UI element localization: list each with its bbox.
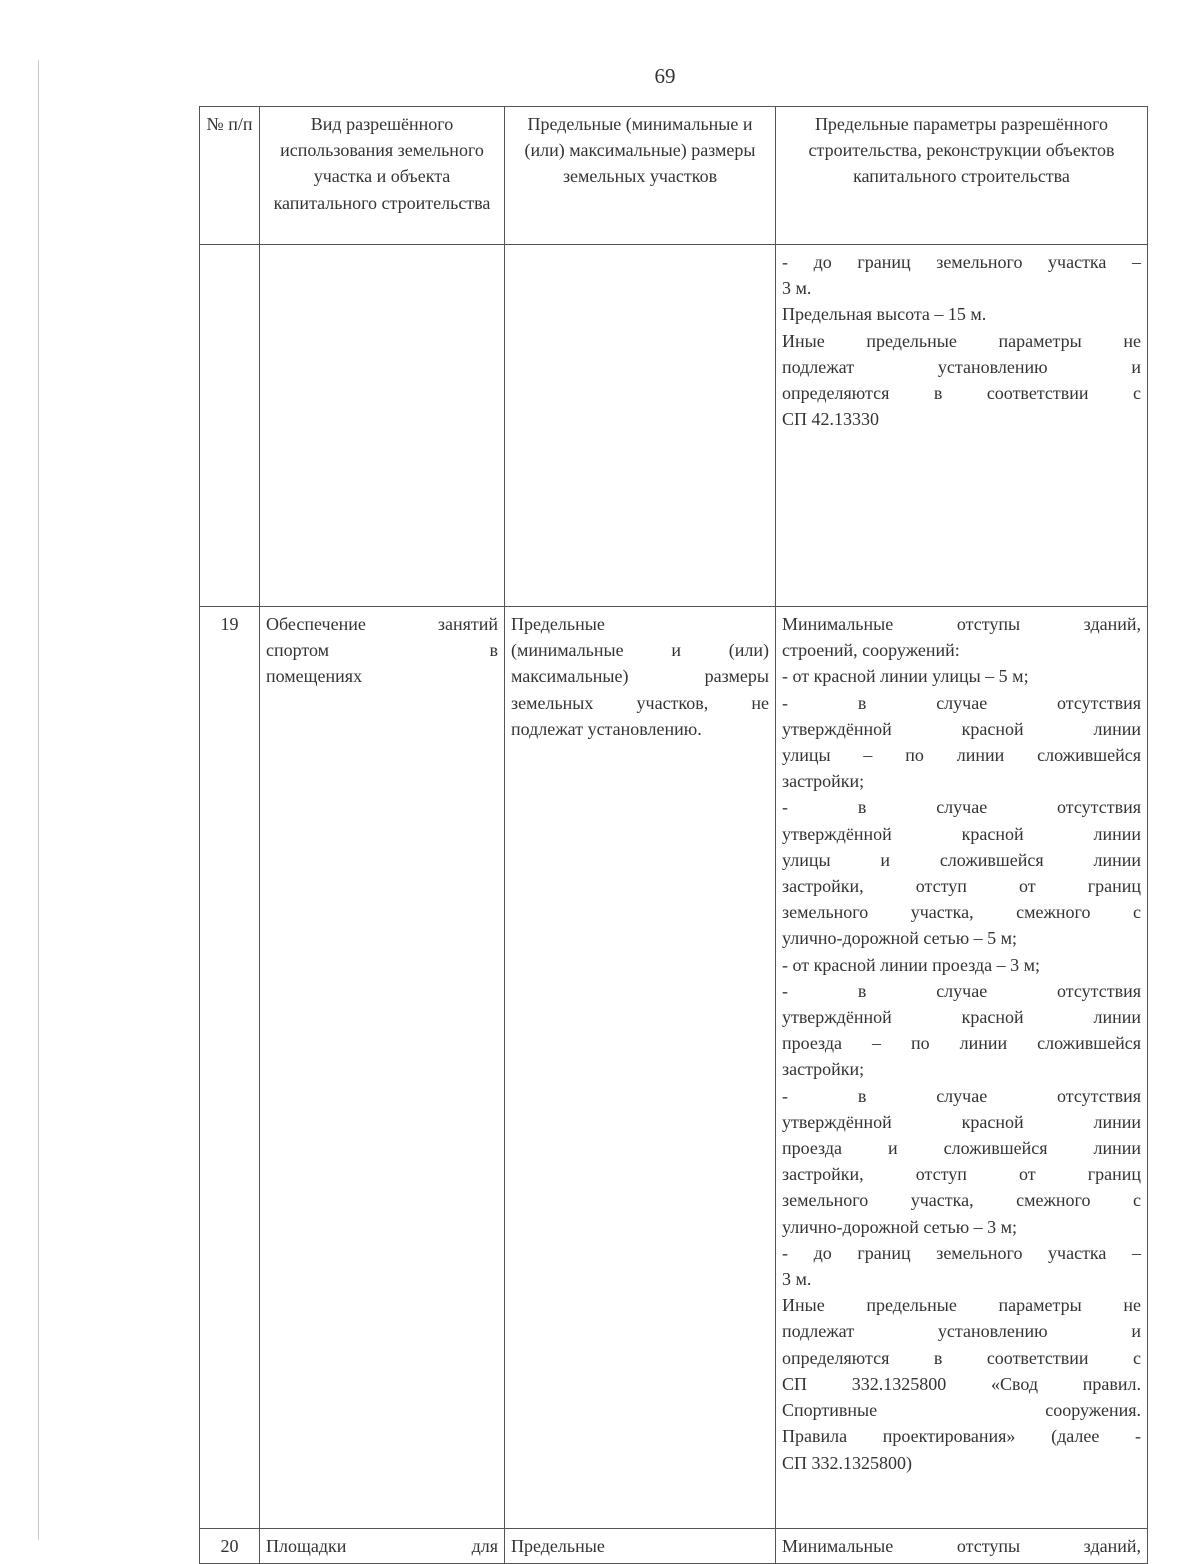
params-text-line: - до границ земельного участка –	[782, 252, 1141, 272]
table-header-row	[200, 107, 1148, 245]
cell-use-type	[260, 607, 505, 1529]
params-text-line: Иные предельные параметры не	[782, 1295, 1141, 1316]
params-text-line: 3 м.	[782, 1269, 812, 1290]
params-text-line: СП 332.1325800 «Свод правил.	[782, 1373, 1141, 1394]
left-margin-line	[38, 60, 39, 1540]
params-text-line: земельного участка, смежного с	[782, 1190, 1141, 1211]
cell-number	[200, 245, 260, 607]
params-text-line: застройки;	[782, 771, 865, 792]
table-row-continuation	[200, 245, 1148, 607]
params-text-line: улично-дорожной сетью – 3 м;	[782, 1216, 1018, 1237]
params-text-line: - в случае отсутствия	[782, 797, 1141, 818]
cell-use-type	[260, 245, 505, 607]
params-text-line: строений, сооружений:	[782, 640, 960, 661]
params-text-line: проезда – по линии сложившейся	[782, 1033, 1141, 1054]
params-text-line: подлежат установлению и	[782, 356, 1141, 377]
params-text-line: утверждённой красной линии	[782, 1111, 1141, 1132]
header-number: № п/п	[200, 107, 260, 245]
params-text-line: застройки, отступ от границ	[782, 876, 1141, 897]
plot-size-text-line: Предельные	[511, 614, 605, 634]
cell-plot-sizes	[505, 1529, 776, 1564]
params-text-line: определяются в соответствии с	[782, 383, 1141, 404]
params-text-line: - в случае отсутствия	[782, 1085, 1141, 1106]
cell-use-type	[260, 1529, 505, 1564]
cell-plot-sizes	[505, 245, 776, 607]
regulations-table	[199, 106, 1148, 1564]
cell-number: 20	[200, 1529, 260, 1564]
params-text-line: - в случае отсутствия	[782, 692, 1141, 713]
use-type-text-line: спортом в	[266, 640, 498, 661]
params-text-line: Минимальные отступы зданий,	[782, 614, 1141, 634]
params-text-line: Предельная высота – 15 м.	[782, 304, 987, 325]
plot-size-text-line: максимальные) размеры	[511, 666, 769, 687]
header-construction-params: Предельные параметры разрешённого строительства, реконструкции объектов капитального строительства	[776, 107, 1148, 245]
cell-plot-sizes	[505, 607, 776, 1529]
params-text-line: - в случае отсутствия	[782, 980, 1141, 1001]
params-text-line: улицы и сложившейся линии	[782, 849, 1141, 870]
plot-size-text-line: Предельные	[511, 1536, 605, 1556]
params-text-line: - от красной линии проезда – 3 м;	[782, 954, 1041, 975]
params-text-line: земельного участка, смежного с	[782, 902, 1141, 923]
params-text-line: Спортивные сооружения.	[782, 1400, 1141, 1421]
use-type-text-line: Обеспечение занятий	[266, 614, 498, 634]
cell-number: 19	[200, 607, 260, 1529]
params-text-line: Иные предельные параметры не	[782, 330, 1141, 351]
plot-size-text-line: подлежат установлению.	[511, 718, 702, 739]
params-text-line: застройки;	[782, 1059, 865, 1080]
params-text-line: определяются в соответствии с	[782, 1347, 1141, 1368]
cell-construction-params	[776, 245, 1148, 607]
params-text-line: - от красной линии улицы – 5 м;	[782, 666, 1029, 687]
params-text-line: застройки, отступ от границ	[782, 1164, 1141, 1185]
header-use-type: Вид разрешённого использования земельного участка и объекта капитального строительства	[260, 107, 505, 245]
params-text-line: Минимальные отступы зданий,	[782, 1536, 1141, 1556]
use-type-text-line: помещениях	[266, 666, 363, 687]
params-text-line: подлежат установлению и	[782, 1321, 1141, 1342]
table-row-19	[200, 607, 1148, 1529]
page-number: 69	[654, 64, 676, 88]
params-text-line: улицы – по линии сложившейся	[782, 745, 1141, 766]
header-plot-sizes: Предельные (минимальные и (или) максимальные) размеры земельных участков	[505, 107, 776, 245]
cell-construction-params	[776, 607, 1148, 1529]
table-row-20	[200, 1529, 1148, 1564]
params-text-line: Правила проектирования» (далее -	[782, 1426, 1141, 1447]
params-text-line: - до границ земельного участка –	[782, 1242, 1141, 1263]
params-text-line: 3 м.	[782, 278, 812, 299]
cell-construction-params	[776, 1529, 1148, 1564]
params-text-line: улично-дорожной сетью – 5 м;	[782, 928, 1018, 949]
params-text-line: утверждённой красной линии	[782, 718, 1141, 739]
params-text-line: СП 42.13330	[782, 409, 880, 430]
params-text-line: СП 332.1325800)	[782, 1452, 912, 1473]
plot-size-text-line: (минимальные и (или)	[511, 640, 769, 661]
params-text-line: утверждённой красной линии	[782, 823, 1141, 844]
plot-size-text-line: земельных участков, не	[511, 692, 769, 713]
use-type-text-line: Площадки для	[266, 1536, 498, 1556]
params-text-line: утверждённой красной линии	[782, 1007, 1141, 1028]
params-text-line: проезда и сложившейся линии	[782, 1138, 1141, 1159]
